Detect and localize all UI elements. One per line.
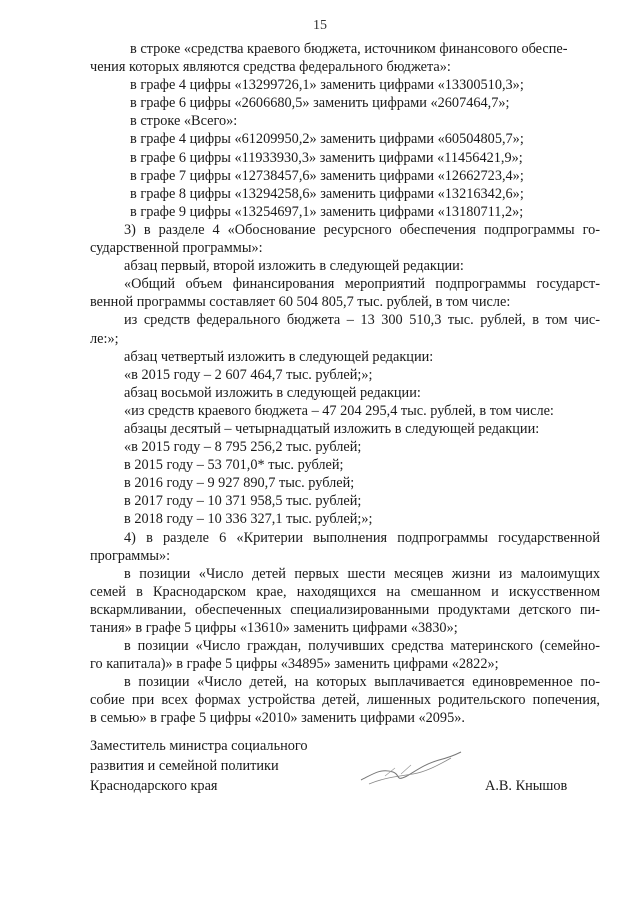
signature-block (90, 736, 600, 796)
page-number: 15 (313, 18, 327, 33)
text-line: абзац первый, второй изложить в следующей редакции: (124, 258, 464, 275)
text-line: в 2016 году – 9 927 890,7 тыс. рублей; (124, 475, 355, 492)
handwritten-signature (355, 746, 465, 791)
text-line: в графе 8 цифры «13294258,6» заменить цифрами «13216342,6»; (130, 185, 524, 202)
text-line: из средств федерального бюджета – 13 300 510,3 тыс. рублей, в том чис- (124, 312, 600, 329)
text-line: «в 2015 году – 8 795 256,2 тыс. рублей; (124, 439, 362, 456)
document-body (90, 40, 600, 728)
text-line: «Общий объем финансирования мероприятий подпрограммы государст- (124, 276, 600, 293)
text-line: в графе 7 цифры «12738457,6» заменить цифрами «12662723,4»; (130, 167, 524, 184)
text-line: семей в Краснодарском крае, находящихся на смешанном и искусственном (90, 583, 600, 600)
text-line: в графе 4 цифры «61209950,2» заменить цифрами «60504805,7»; (130, 131, 524, 148)
text-line: в позиции «Число граждан, получивших средства материнского (семейно- (124, 638, 600, 655)
text-line: собие при всех формах устройства детей, лишенных родительского попечения, (90, 692, 600, 709)
text-line: ле:»; (90, 330, 119, 347)
text-line: в строке «Всего»: (130, 113, 238, 130)
text-line: сударственной программы»: (90, 240, 263, 257)
text-line: в 2015 году – 53 701,0* тыс. рублей; (124, 457, 344, 474)
text-line: «в 2015 году – 2 607 464,7 тыс. рублей;»; (124, 366, 373, 383)
text-line: в графе 6 цифры «11933930,3» заменить цифрами «11456421,9»; (130, 149, 523, 166)
text-line: абзацы десятый – четырнадцатый изложить в следующей редакции: (124, 420, 540, 437)
text-line: абзац восьмой изложить в следующей редакции: (124, 384, 421, 401)
signatory-title (90, 736, 350, 796)
text-line: в графе 9 цифры «13254697,1» заменить цифрами «13180711,2»; (130, 203, 524, 220)
text-line: в 2017 году – 10 371 958,5 тыс. рублей; (124, 493, 362, 510)
text-line: венной программы составляет 60 504 805,7 тыс. рублей, в том числе: (90, 294, 511, 311)
text-line: в 2018 году – 10 336 327,1 тыс. рублей;»; (124, 511, 373, 528)
text-line: «из средств краевого бюджета – 47 204 295,4 тыс. рублей, в том числе: (124, 402, 554, 419)
text-line: в позиции «Число детей, на которых выплачивается единовременное по- (124, 674, 600, 691)
text-line: в графе 4 цифры «13299726,1» заменить цифрами «13300510,3»; (130, 77, 524, 94)
text-line: го капитала)» в графе 5 цифры «34895» заменить цифрами «2822»; (90, 656, 499, 673)
signatory-title-line: развития и семейной политики (90, 758, 279, 774)
text-line: 3) в разделе 4 «Обоснование ресурсного обеспечения подпрограммы го- (124, 221, 600, 238)
signatory-title-line: Краснодарского края (90, 778, 218, 794)
text-line: в позиции «Число детей первых шести месяцев жизни из малоимущих (124, 565, 600, 582)
text-line: чения которых являются средства федерального бюджета»: (90, 59, 451, 76)
text-line: программы»: (90, 547, 171, 564)
signatory-title-line: Заместитель министра социального (90, 738, 308, 754)
text-line: в строке «средства краевого бюджета, источником финансового обеспе- (130, 41, 568, 57)
signatory-name: А.В. Кнышов (485, 778, 568, 794)
text-line: в семью» в графе 5 цифры «2010» заменить цифрами «2095». (90, 710, 465, 727)
text-line: в графе 6 цифры «2606680,5» заменить цифрами «2607464,7»; (130, 95, 510, 112)
text-line: абзац четвертый изложить в следующей редакции: (124, 348, 434, 365)
text-line: тания» в графе 5 цифры «13610» заменить цифрами «3830»; (90, 620, 458, 636)
text-line: 4) в разделе 6 «Критерии выполнения подпрограммы государственной (124, 529, 600, 546)
text-line: вскармливании, обеспеченных специализированными продуктами детского пи- (90, 601, 600, 618)
